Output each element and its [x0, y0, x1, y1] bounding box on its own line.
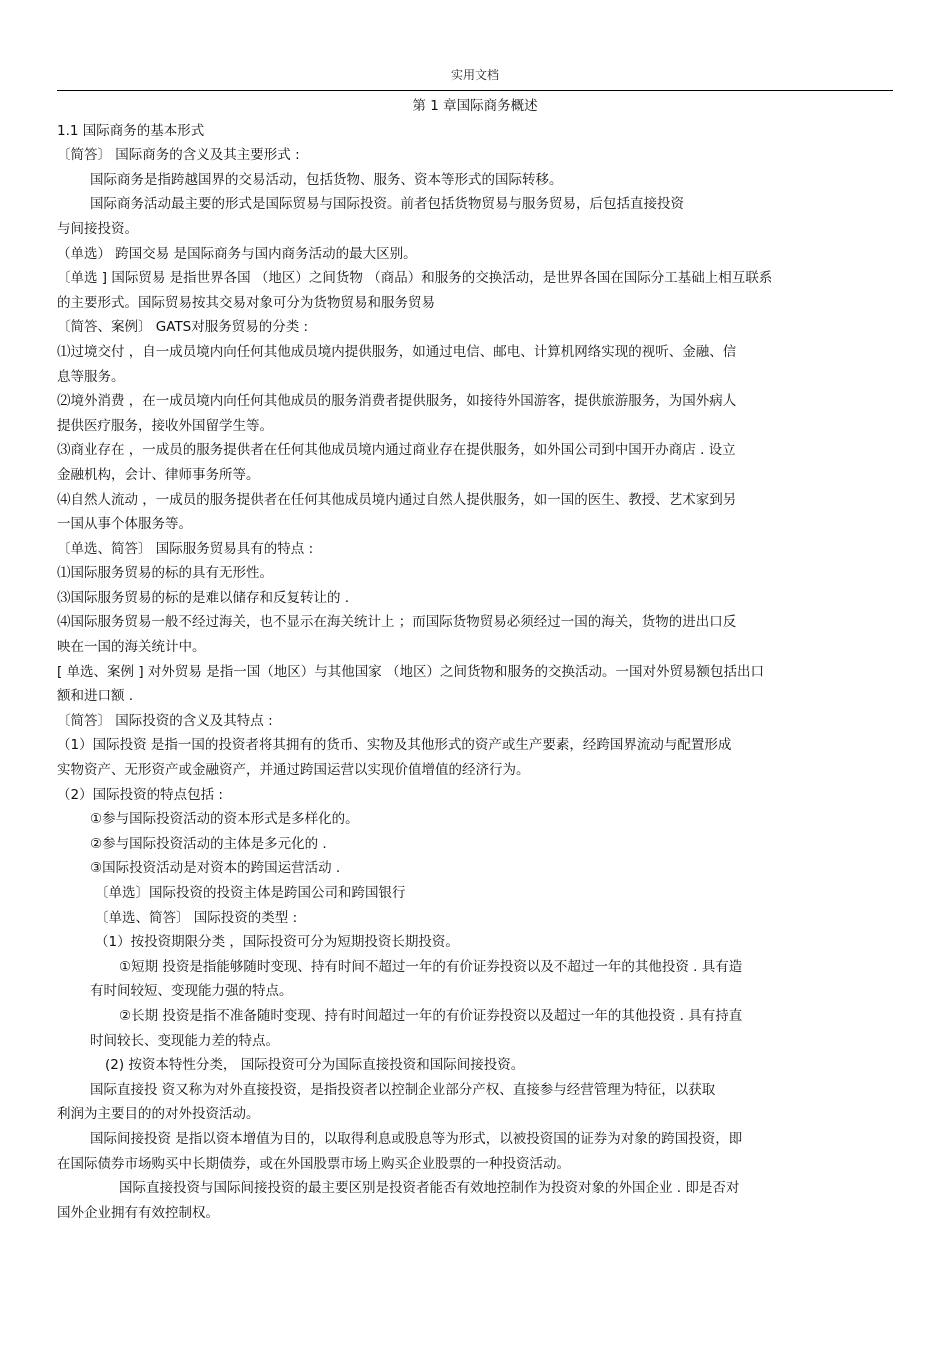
chapter-title: 第 1 章国际商务概述 — [412, 98, 538, 114]
text-line: ⑷自然人流动 ，一成员的服务提供者在任何其他成员境内通过自然人提供服务，如一国的医生、教授、艺术家到另 — [57, 491, 737, 508]
text-line: [ 单选、案例 ] 对外贸易 是指一国（地区）与其他国家 （地区）之间货物和服务的交换活动。一国对外贸易额包括出口 — [57, 663, 764, 680]
text-line: 〔单选 ] 国际贸易 是指世界各国 （地区）之间货物 （商品）和服务的交换活动，是世界各国在国际分工基础上相互联系 — [57, 270, 773, 287]
page-header: 实用文档 — [450, 68, 499, 82]
text-line: （2）国际投资的特点包括 : — [57, 786, 223, 803]
text-line: ②长期 投资是指不准备随时变现、持有时间超过一年的有价证券投资以及超过一年的其他投资 . 具有持直 — [119, 1007, 743, 1024]
text-line: （单选） 跨国交易 是国际商务与国内商务活动的最大区别。 — [57, 245, 417, 262]
text-line: 国际直接投资与国际间接投资的最主要区别是投资者能否有效地控制作为投资对象的外国企业 . 即是否对 — [119, 1180, 740, 1197]
text-line: 与间接投资。 — [57, 220, 138, 237]
document-body — [57, 94, 893, 1225]
text-line: ⑵境外消费 ，在一成员境内向任何其他成员的服务消费者提供服务，如接待外国游客，提供旅游服务，为国外病人 — [57, 393, 737, 410]
text-line: 〔简答〕 国际投资的含义及其特点 : — [57, 712, 273, 729]
text-line: 有时间较短、变现能力强的特点。 — [90, 983, 293, 1000]
text-line: 国际商务是指跨越国界的交易活动，包括货物、服务、资本等形式的国际转移。 — [90, 171, 563, 188]
text-line: ⑴国际服务贸易的标的具有无形性。 — [57, 565, 273, 582]
text-line: ⑶商业存在 ，一成员的服务提供者在任何其他成员境内通过商业存在提供服务，如外国公司到中国开办商店 . 设立 — [57, 442, 736, 459]
text-line: ⑷国际服务贸易一般不经过海关，也不显示在海关统计上 ；而国际货物贸易必须经过一国的海关，货物的进出口反 — [57, 614, 737, 631]
text-line: 国际商务活动最主要的形式是国际贸易与国际投资。前者包括货物贸易与服务贸易，后包括直接投资 — [90, 196, 684, 213]
text-line: 利润为主要目的的对外投资活动。 — [57, 1106, 260, 1123]
text-line: (2) 按资本特性分类， 国际投资可分为国际直接投资和国际间接投资。 — [105, 1057, 525, 1074]
text-line: （1）按投资期限分类 ，国际投资可分为短期投资长期投资。 — [95, 934, 459, 951]
text-line: 实物资产、无形资产或金融资产，并通过跨国运营以实现价值增值的经济行为。 — [57, 762, 530, 779]
text-line: ②参与国际投资活动的主体是多元化的 . — [90, 835, 327, 852]
text-line: 息等服务。 — [57, 368, 125, 385]
text-line: ①短期 投资是指能够随时变现、持有时间不超过一年的有价证券投资以及不超过一年的其他投资 . 具有造 — [119, 958, 743, 975]
text-line: 〔单选、简答〕 国际服务贸易具有的特点 : — [57, 540, 314, 557]
text-line: 金融机构，会计、律师事务所等。 — [57, 466, 260, 483]
text-line: ⑶国际服务贸易的标的是难以储存和反复转让的 . — [57, 589, 350, 606]
text-line: 额和进口额 . — [57, 688, 134, 705]
text-line: 国外企业拥有有效控制权。 — [57, 1204, 219, 1221]
text-line: 〔简答、案例〕 GATS对服务贸易的分类 : — [57, 319, 309, 336]
text-line: （1）国际投资 是指一国的投资者将其拥有的货币、实物及其他形式的资产或生产要素，经跨国界流动与配置形成 — [57, 737, 732, 754]
text-line: 的主要形式。国际贸易按其交易对象可分为货物贸易和服务贸易 — [57, 294, 435, 311]
header-rule — [57, 90, 893, 91]
text-line: 国际间接投资 是指以资本增值为目的，以取得利息或股息等为形式，以被投资国的证券为对象的跨国投资，即 — [90, 1130, 743, 1147]
text-line: 国际直接投 资又称为对外直接投资，是指投资者以控制企业部分产权、直接参与经营管理为特征，以获取 — [90, 1081, 716, 1098]
text-line: ③国际投资活动是对资本的跨国运营活动 . — [90, 860, 341, 877]
text-line: 〔单选、简答〕 国际投资的类型 : — [95, 909, 298, 926]
text-line: 一国从事个体服务等。 — [57, 516, 192, 533]
text-line: 提供医疗服务，接收外国留学生等。 — [57, 417, 273, 434]
text-line: ①参与国际投资活动的资本形式是多样化的。 — [90, 811, 359, 828]
text-line: ⑴过境交付 ，自一成员境内向任何其他成员境内提供服务，如通过电信、邮电、计算机网络实现的视听、金融、信 — [57, 343, 737, 360]
text-line: 时间较长、变现能力差的特点。 — [90, 1032, 279, 1049]
text-line: 〔单选〕国际投资的投资主体是跨国公司和跨国银行 — [95, 885, 406, 901]
text-line: 映在一国的海关统计中。 — [57, 639, 206, 656]
section-heading: 1.1 国际商务的基本形式 — [57, 122, 205, 139]
text-line: 〔简答〕 国际商务的含义及其主要形式 : — [57, 147, 300, 164]
text-line: 在国际债券市场购买中长期债券，或在外国股票市场上购买企业股票的一种投资活动。 — [57, 1155, 570, 1172]
